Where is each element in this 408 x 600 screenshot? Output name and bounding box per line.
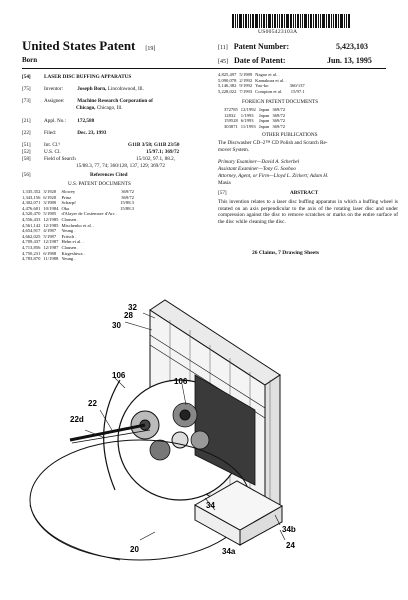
- ref-class: 369/72: [272, 118, 286, 124]
- ref-name: Oka: [61, 205, 70, 211]
- field-label: Int. Cl.⁶: [44, 142, 61, 148]
- filed-date: Dec. 23, 1993: [77, 130, 107, 136]
- label-30: 30: [112, 321, 121, 330]
- abstract-code: [57]: [218, 190, 227, 196]
- us-patents-heading: U.S. PATENT DOCUMENTS: [68, 181, 131, 187]
- search-line1: 15/102, 97.1, 88.2,: [136, 156, 176, 162]
- us-patent-row: [22, 256, 137, 262]
- ref-class: 369/72: [272, 112, 286, 118]
- ref-number: 5,146,382: [218, 83, 237, 89]
- ref-name: Hehn et al. .: [61, 239, 84, 245]
- barcode-bar: [331, 14, 332, 28]
- barcode-bar: [277, 14, 278, 28]
- ref-name: Clausen .: [61, 216, 79, 222]
- appl-number: 172,588: [77, 118, 95, 124]
- ref-date: 5/1987: [43, 233, 57, 239]
- ref-date: 2/1992: [239, 77, 253, 83]
- field-assignee: [22, 98, 153, 105]
- barcode: [232, 14, 382, 28]
- ref-name: Yeung .: [61, 256, 76, 262]
- ref-class: [120, 256, 137, 262]
- header-rule: [22, 68, 386, 69]
- barcode-bar: [279, 14, 280, 28]
- label-32: 32: [128, 303, 137, 312]
- label-28: 28: [124, 311, 133, 320]
- field-code: [51]: [22, 142, 31, 148]
- ref-number: 4,520,470: [22, 211, 41, 217]
- ref-date: 5/1985: [43, 211, 57, 217]
- field-code: [75]: [22, 86, 31, 92]
- ref-name: Kirgeshiwa .: [61, 250, 85, 256]
- ref-name: Japan: [258, 123, 270, 129]
- ref-class: 369/72: [272, 107, 286, 112]
- barcode-bar: [248, 14, 249, 28]
- barcode-bar: [255, 14, 258, 28]
- ref-date: 5/1989: [239, 72, 253, 77]
- patent-number-code: [11]: [218, 45, 228, 51]
- ref-name: Japan: [258, 118, 270, 124]
- barcode-bar: [272, 14, 273, 28]
- barcode-bar: [313, 14, 314, 28]
- inventor-surname: Born: [22, 56, 38, 64]
- label-20: 20: [130, 545, 139, 554]
- assignee-city: Chicago,: [76, 105, 96, 111]
- ref-number: 4,825,497: [218, 72, 237, 77]
- label-106-top: 106: [174, 377, 188, 386]
- ref-date: 12/1987: [43, 244, 59, 250]
- ref-date: 12/1985: [43, 216, 59, 222]
- ref-name: Japan: [258, 112, 270, 118]
- barcode-bar: [344, 14, 345, 28]
- ref-date: 12/1987: [43, 239, 59, 245]
- barcode-bar: [259, 14, 260, 28]
- barcode-bar: [295, 14, 296, 28]
- ref-name: d'Alayer de Costemore d'Arc .: [61, 211, 118, 217]
- barcode-bar: [237, 14, 238, 28]
- ref-number: 4,662,025: [22, 233, 41, 239]
- ref-date: 6/1988: [43, 250, 57, 256]
- ref-number: 4,654,917: [22, 228, 41, 234]
- barcode-bar: [335, 14, 337, 28]
- ref-class: 15/88.3: [120, 205, 134, 211]
- ref-number: 4,302,071: [22, 200, 41, 206]
- barcode-bar: [304, 14, 307, 28]
- barcode-bar: [232, 14, 234, 28]
- barcode-bar: [315, 14, 317, 28]
- ref-name: Slowey: [61, 189, 76, 194]
- patent-drawing: [0, 290, 408, 590]
- field-code: [54]: [22, 74, 31, 80]
- attorney-line2: Masia: [218, 180, 231, 186]
- barcode-bar: [333, 14, 334, 28]
- ref-name: Japan: [258, 107, 270, 112]
- ref-date: 6/1920: [43, 194, 57, 200]
- references-cited: [22, 172, 44, 179]
- patent-date: Jun. 13, 1995: [327, 56, 372, 65]
- ref-number: 4,750,231: [22, 250, 41, 256]
- ref-number: 4,783,870: [22, 256, 41, 262]
- barcode-bar: [266, 14, 267, 28]
- abstract-heading: ABSTRACT: [290, 190, 319, 196]
- date-code: [45]: [218, 59, 228, 65]
- field-label: U.S. Cl.: [44, 149, 61, 155]
- ref-name: Clausen .: [61, 244, 79, 250]
- ref-number: 1,343,156: [22, 194, 41, 200]
- patent-heading: United States Patent: [22, 38, 136, 53]
- primary-examiner: Primary Examiner—David A. Scherbel: [218, 159, 300, 165]
- ref-name: Nagao et al. .: [255, 72, 280, 77]
- us-patent-row: [218, 89, 308, 95]
- field-appl: [22, 118, 94, 125]
- ref-date: 10/1984: [43, 205, 59, 211]
- ref-number: 303871: [224, 123, 238, 129]
- ref-name: Kamakura et al. .: [255, 77, 287, 83]
- ref-name: Prinz: [61, 194, 72, 200]
- ref-class: 369/72: [121, 194, 134, 200]
- patent-number-label: Patent Number:: [233, 42, 290, 51]
- label-34b: 34b: [282, 525, 296, 534]
- title-code: [19]: [145, 46, 156, 52]
- field-label: Assignee:: [44, 98, 65, 104]
- field-code: [22]: [22, 130, 31, 136]
- date-line: [218, 56, 286, 65]
- assignee-location: Chicago, Ill.: [96, 105, 123, 111]
- label-34: 34: [206, 501, 215, 510]
- barcode-bar: [340, 14, 343, 28]
- ref-date: 11/1988: [43, 256, 59, 262]
- ref-date: 9/1992: [239, 83, 253, 89]
- barcode-bar: [286, 14, 289, 28]
- barcode-bar: [274, 14, 276, 28]
- ref-date: 11/1993: [240, 123, 256, 129]
- field-label: Field of Search: [44, 156, 76, 162]
- foreign-patent-row: [224, 124, 288, 130]
- field-inventor: [22, 86, 144, 93]
- barcode-bar: [243, 14, 244, 28]
- document-number: US005423103A: [258, 29, 298, 35]
- ref-name: Mischenko et al. .: [61, 222, 95, 228]
- barcode-bar: [308, 14, 309, 28]
- barcode-bar: [328, 14, 330, 28]
- field-intcl: [22, 142, 76, 149]
- label-34a: 34a: [222, 547, 236, 556]
- ref-date: 6/1993: [240, 118, 254, 124]
- ref-name: Compton et al.: [255, 88, 283, 94]
- invention-title: LASER DISC BUFFING APPARATUS: [44, 74, 132, 80]
- ref-date: 4/1987: [43, 228, 57, 234]
- ref-number: 4,709,437: [22, 239, 41, 245]
- field-title: [22, 74, 131, 81]
- barcode-bar: [346, 14, 347, 28]
- right-refs-list: [218, 72, 308, 94]
- barcode-bar: [250, 14, 251, 28]
- barcode-bar: [320, 14, 321, 28]
- claims-count: 26 Claims, 7 Drawing Sheets: [252, 250, 320, 256]
- foreign-patents-list: [224, 107, 288, 129]
- ref-number: 159528: [224, 118, 238, 124]
- barcode-bar: [310, 14, 312, 28]
- barcode-bar: [348, 14, 350, 28]
- field-label: Filed:: [44, 130, 57, 136]
- label-22d: 22d: [70, 415, 84, 424]
- label-106-left: 106: [112, 371, 126, 380]
- ref-class: 15/97.1: [290, 88, 305, 94]
- ref-class: 360/137: [289, 83, 305, 89]
- field-uscl: [22, 149, 76, 156]
- ref-class: 369/72: [272, 123, 286, 129]
- field-code: [56]: [22, 172, 31, 178]
- assistant-examiner: Assistant Examiner—Tony G. Soohoo: [218, 166, 296, 172]
- ref-date: 1/1993: [240, 112, 254, 118]
- inventor-name: Joseph Born,: [77, 86, 107, 92]
- ref-name: Yao-ko: [255, 83, 269, 89]
- barcode-bar: [268, 14, 271, 28]
- field-label: Appl. No.:: [44, 118, 67, 124]
- ref-number: 5,090,078: [218, 77, 237, 83]
- ref-date: 12/1992: [240, 107, 256, 112]
- abstract-text: This invention relates to a laser disc buffing apparatus in which a buffing wheel is rotated on an axis perpendicular to the axis of the rotating laser disc and under compression against the disc to remove scratches or marks on the entire surface of the disc while cleaning the disc.: [218, 199, 398, 225]
- foreign-heading: FOREIGN PATENT DOCUMENTS: [242, 99, 319, 105]
- field-code: [21]: [22, 118, 31, 124]
- field-code: [73]: [22, 98, 31, 104]
- other-pubs-heading: OTHER PUBLICATIONS: [262, 132, 318, 138]
- patent-number: 5,423,103: [336, 42, 368, 51]
- barcode-bar: [326, 14, 327, 28]
- field-label: Inventor:: [44, 86, 64, 92]
- inventor-location: Lincolnwood, Ill.: [107, 86, 144, 92]
- barcode-bar: [245, 14, 247, 28]
- ref-number: 4,713,856: [22, 244, 41, 250]
- barcode-bar: [235, 14, 236, 28]
- ref-class: 369/72: [121, 189, 134, 194]
- barcode-bar: [284, 14, 285, 28]
- guide-arc: [104, 380, 120, 490]
- gear-lower: [150, 440, 170, 460]
- barcode-bar: [318, 14, 319, 28]
- ref-number: 5,228,022: [218, 88, 237, 94]
- barcode-bar: [300, 14, 301, 28]
- date-label: Date of Patent:: [234, 56, 286, 65]
- ref-number: 4,561,142: [22, 222, 41, 228]
- ref-number: 12832: [224, 112, 236, 118]
- barcode-bar: [293, 14, 294, 28]
- field-filed: [22, 130, 106, 137]
- barcode-bar: [338, 14, 339, 28]
- label-24: 24: [286, 541, 295, 550]
- foreign-table: [224, 107, 288, 129]
- ref-name: Fritsch .: [61, 233, 77, 239]
- barcode-bar: [297, 14, 299, 28]
- field-search: [22, 156, 76, 163]
- other-pubs-line2: mover System.: [218, 147, 250, 153]
- barcode-bar: [302, 14, 303, 28]
- barcode-bar: [252, 14, 254, 28]
- ref-number: 4,476,601: [22, 205, 41, 211]
- ref-date: 7/1993: [239, 88, 253, 94]
- ref-class: 15/88.3: [120, 200, 134, 206]
- ref-name: Yeung .: [61, 228, 76, 234]
- other-pubs-line1: The Discwasher CD–2™ CD Polish and Scratch Re-: [218, 140, 328, 146]
- uscl-value: 15/97.1; 369/72: [146, 149, 180, 155]
- patent-number-line: [218, 42, 289, 51]
- barcode-bar: [322, 14, 325, 28]
- assignee-line1: Machine Research Corporation of: [77, 98, 153, 104]
- us-patents-list: [22, 189, 137, 262]
- label-22: 22: [88, 399, 97, 408]
- patent-title-header: [22, 38, 155, 54]
- intcl-value: G11B 3/58; G11B 23/50: [128, 142, 180, 148]
- ref-date: 12/1985: [43, 222, 59, 228]
- field-code: [52]: [22, 149, 31, 155]
- ref-number: 372785: [224, 107, 238, 112]
- us-patent-row: [218, 83, 308, 89]
- barcode-bar: [261, 14, 262, 28]
- ref-number: 1,335,352: [22, 189, 41, 194]
- references-cited-label: References Cited: [90, 172, 128, 178]
- search-line2: 15/88.3, 77, 74; 360/128, 137, 129; 369/72: [76, 163, 165, 169]
- barcode-bar: [281, 14, 283, 28]
- ref-name: Scharpf: [61, 200, 76, 206]
- ref-date: 3/1920: [43, 189, 57, 194]
- right-refs-table: [218, 72, 308, 94]
- us-patents-table: [22, 189, 137, 262]
- field-code: [58]: [22, 156, 31, 162]
- gear-right: [191, 431, 209, 449]
- barcode-bar: [290, 14, 292, 28]
- barcode-bar: [239, 14, 242, 28]
- assignee-line2: [76, 105, 123, 112]
- ref-number: 4,556,433: [22, 216, 41, 222]
- ref-date: 3/1980: [43, 200, 57, 206]
- attorney-line1: Attorney, Agent, or Firm—Lloyd L. Zickert; Adam H.: [218, 173, 329, 179]
- barcode-bar: [263, 14, 265, 28]
